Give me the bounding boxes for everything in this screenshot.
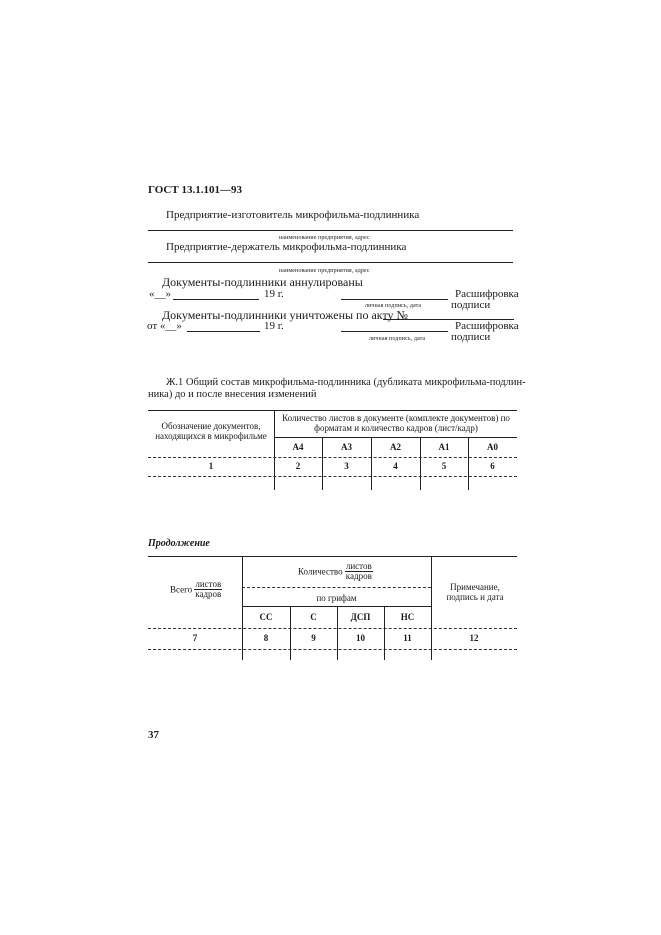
table2-col-number: 7 [192,633,198,643]
count-frac-top: листов [345,561,372,571]
table2-col-number: 12 [469,633,479,643]
table2-col-number: 10 [356,633,365,643]
annulled-label: Документы-подлинники аннулированы [162,275,363,289]
table2-col-number: 8 [263,633,269,643]
destroyed-decode-label: Расшифровка [455,320,519,332]
table1-format-a1: А1 [438,442,450,452]
count-header: Количество $\frac{\text{листов}}{\text{кадров}}$ [298,561,372,581]
maker-label: Предприятие-изготовитель микрофильма-подлинника [166,209,420,221]
holder-label: Предприятие-держатель микрофильма-подлинника [166,241,407,253]
page-number: 37 [148,729,159,741]
document-id: ГОСТ 13.1.101—93 [148,184,242,196]
destroyed-signature-caption: личная подпись, дата [369,336,426,342]
table1-format-a0: А0 [487,442,498,452]
table1-caption-line1: Ж.1 Общий состав микрофильма-подлинника (дубликата микрофильма-подлин- [166,377,526,388]
total-frac-top: листов [195,579,222,589]
annulled-signature-caption: личная подпись, дата [365,303,422,309]
total-header: Всего $\frac{\text{листов}}{\text{кадров}}$ [170,579,222,599]
destroyed-signature-line [341,331,448,332]
continuation-label: Продолжение [148,538,210,549]
table1-format-a4: А4 [292,442,304,452]
table1-col-number: 2 [295,461,301,471]
maker-line [148,230,513,231]
by-stamp-header: по грифам [316,593,357,603]
count-frac-bottom: кадров [345,571,372,581]
annulled-decode-label-2: подписи [451,299,491,311]
table1-col-number: 4 [393,461,398,471]
destroyed-year: 19 г. [264,320,284,332]
annulled-date-line [173,299,259,300]
annulled-year: 19 г. [264,288,284,300]
table2-col-number: 11 [403,633,412,643]
table1-caption-line2: ника) до и после внесения изменений [148,389,317,400]
destroyed-date-line [187,331,260,332]
maker-caption: наименование предприятия, адрес [279,235,370,241]
destroyed-label: Документы-подлинники уничтожены по акту № [162,308,409,322]
destroyed-decode-label-2: подписи [451,331,491,343]
stamp-nc: НС [400,612,415,622]
holder-caption: наименование предприятия, адрес [279,268,370,274]
table1-col-number: 6 [490,461,495,471]
table1-group-header: Количество листов в документе (комплекте документов) по форматам и количество кадров (лист/кадр) [282,413,510,433]
table1-col-number: 3 [344,461,349,471]
table1-col-number: 1 [208,461,214,471]
total-frac-bottom: кадров [195,589,222,599]
table1-doc-header: Обозначение документов, находящихся в микрофильме [155,421,267,441]
holder-line [148,262,513,263]
table1-col-number: 5 [441,461,447,471]
annulled-signature-line [341,299,448,300]
table1-format-a2: А2 [390,442,401,452]
destroyed-date-prefix: от «__» [147,320,182,332]
note-header: Примечание, подпись и дата [446,582,504,602]
stamp-dsp: ДСП [350,612,371,622]
stamp-cc: СС [259,612,273,622]
stamp-c: С [310,612,317,622]
table2-col-number: 9 [311,633,316,643]
annulled-date-prefix: «__» [149,288,171,300]
annulled-decode-label: Расшифровка [455,288,519,300]
table1-format-a3: А3 [341,442,352,452]
